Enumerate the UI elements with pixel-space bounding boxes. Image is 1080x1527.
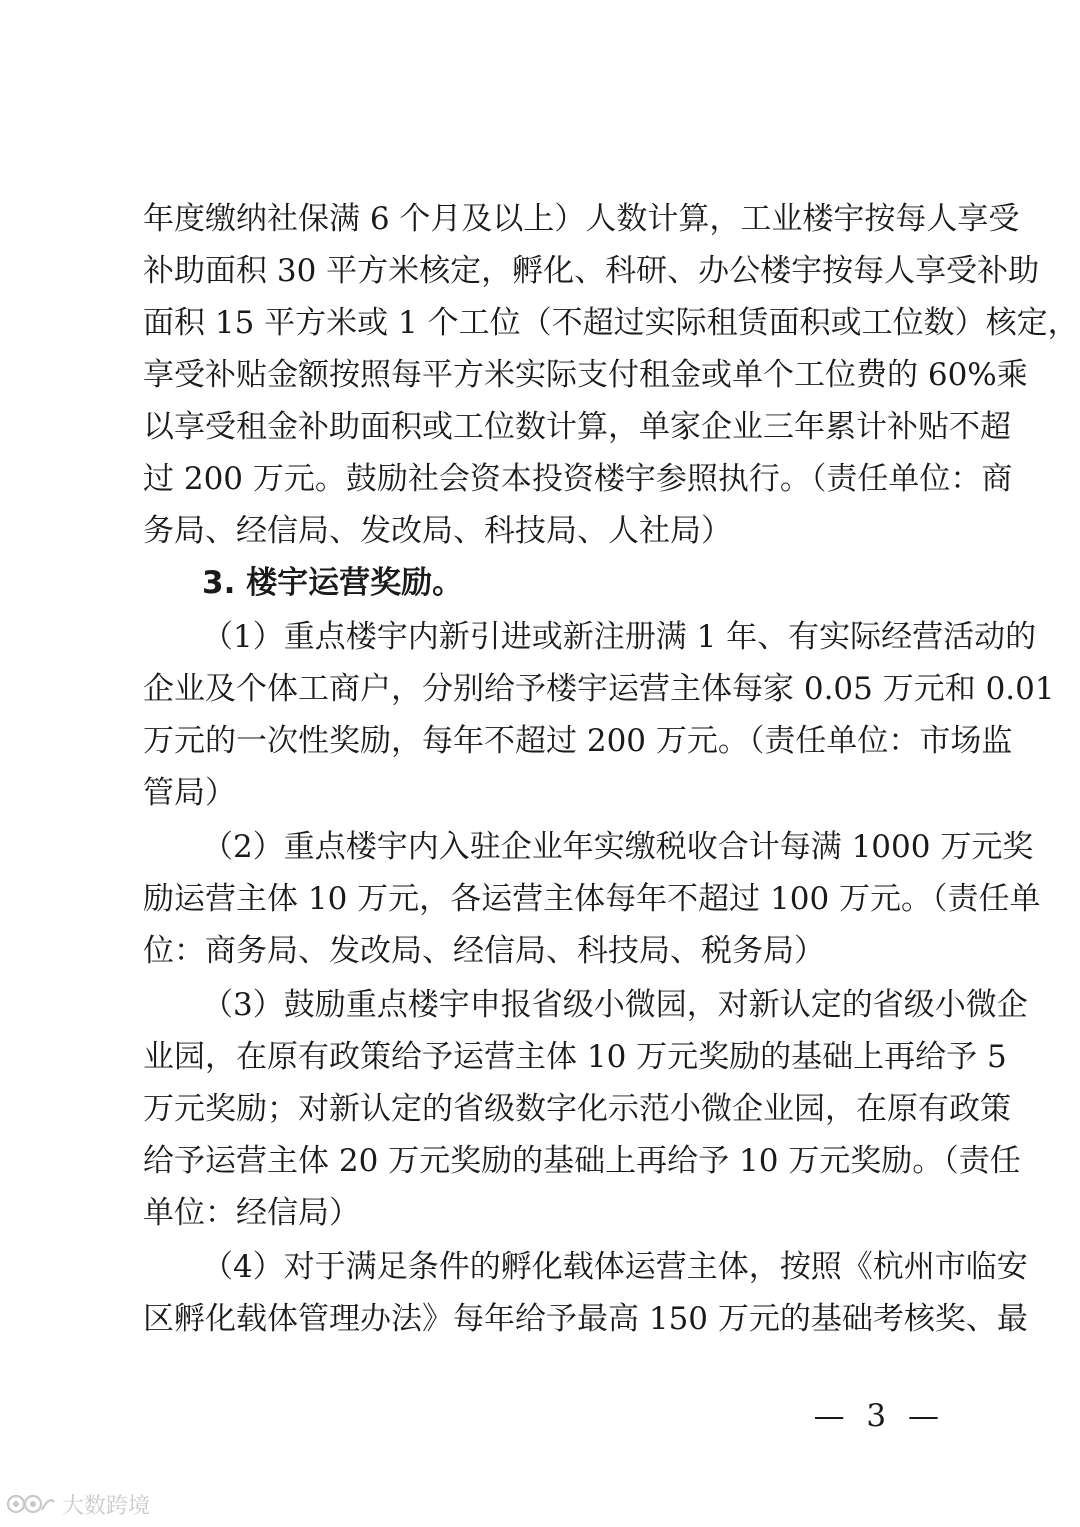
item-3-line-5: 单位：经信局）: [143, 1195, 360, 1231]
item-3-line-3: 万元奖励；对新认定的省级数字化示范小微企业园，在原有政策: [143, 1091, 1011, 1127]
watermark-logo-icon: [6, 1492, 56, 1516]
paragraph-1-line-7: 务局、经信局、发改局、科技局、人社局）: [143, 513, 732, 549]
paragraph-1-line-4: 享受补贴金额按照每平方米实际支付租金或单个工位费的 60%乘: [143, 357, 1028, 393]
item-4-line-2: 区孵化载体管理办法》每年给予最高 150 万元的基础考核奖、最: [143, 1301, 1028, 1337]
item-2-line-1: （2）重点楼宇内入驻企业年实缴税收合计每满 1000 万元奖: [202, 829, 1034, 865]
paragraph-1-line-6: 过 200 万元。鼓励社会资本投资楼宇参照执行。（责任单位：商: [143, 461, 1013, 497]
paragraph-1-line-3: 面积 15 平方米或 1 个工位（不超过实际租赁面积或工位数）核定，: [143, 305, 1079, 341]
item-2-line-3: 位：商务局、发改局、经信局、科技局、税务局）: [143, 933, 825, 969]
item-3-line-2: 业园，在原有政策给予运营主体 10 万元奖励的基础上再给予 5: [143, 1039, 1007, 1075]
item-1-line-4: 管局）: [143, 775, 236, 811]
item-3-line-1: （3）鼓励重点楼宇申报省级小微园，对新认定的省级小微企: [202, 987, 1028, 1023]
paragraph-1-line-5: 以享受租金补助面积或工位数计算，单家企业三年累计补贴不超: [143, 409, 1011, 445]
page-number: — 3 —: [813, 1398, 945, 1434]
watermark-text: 大数跨境: [62, 1493, 151, 1519]
watermark: [6, 1489, 150, 1519]
item-1-line-3: 万元的一次性奖励，每年不超过 200 万元。（责任单位：市场监: [143, 723, 1013, 759]
paragraph-1-line-2: 补助面积 30 平方米核定，孵化、科研、办公楼宇按每人享受补助: [143, 253, 1040, 289]
item-1-line-2: 企业及个体工商户，分别给予楼宇运营主体每家 0.05 万元和 0.01: [143, 671, 1055, 707]
item-3-line-4: 给予运营主体 20 万元奖励的基础上再给予 10 万元奖励。（责任: [143, 1143, 1021, 1179]
section-heading-3: 3. 楼宇运营奖励。: [202, 565, 464, 601]
item-4-line-1: （4）对于满足条件的孵化载体运营主体，按照《杭州市临安: [202, 1249, 1028, 1285]
item-1-line-1: （1）重点楼宇内新引进或新注册满 1 年、有实际经营活动的: [202, 619, 1037, 655]
item-2-line-2: 励运营主体 10 万元，各运营主体每年不超过 100 万元。（责任单: [143, 881, 1041, 917]
paragraph-1-line-1: 年度缴纳社保满 6 个月及以上）人数计算，工业楼宇按每人享受: [143, 201, 1020, 237]
